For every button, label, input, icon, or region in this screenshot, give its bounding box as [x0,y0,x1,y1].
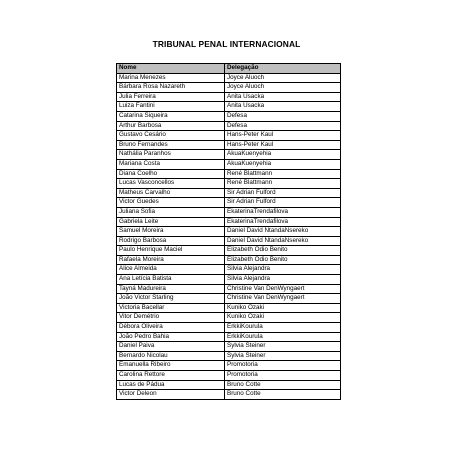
cell-delegation: Anita Usacka [225,102,341,112]
table-row [117,294,341,304]
cell-name: Lucas de Pádua [117,380,225,390]
cell-delegation: Christine Van DenWyngaert [225,284,341,294]
cell-delegation: Joyce Aluoch [225,83,341,93]
cell-name: Gabriela Leite [117,217,225,227]
table-row [117,255,341,265]
cell-name: Daniel Paiva [117,342,225,352]
cell-name: João Victor Starling [117,294,225,304]
delegation-table [116,63,341,400]
cell-name: Rafaela Moreira [117,255,225,265]
table-body [117,73,341,399]
cell-delegation: Promotoria [225,361,341,371]
cell-delegation: Kuniko Ozaki [225,313,341,323]
cell-delegation: Sylvia Steiner [225,342,341,352]
cell-name: Alice Almeida [117,265,225,275]
cell-name: Rodrigo Barbosa [117,236,225,246]
table-row [117,102,341,112]
cell-name: Nathália Paranhos [117,150,225,160]
table-row [117,150,341,160]
table-row [117,332,341,342]
cell-name: Vitor Demétrio [117,313,225,323]
cell-delegation: Sylvia Steiner [225,351,341,361]
table-row [117,371,341,381]
table-row [117,303,341,313]
cell-delegation: EkaterinaTrendafilova [225,217,341,227]
table-row [117,198,341,208]
cell-delegation: AkuaKuenyehia [225,150,341,160]
table-row [117,169,341,179]
table-row [117,323,341,333]
table-row [117,159,341,169]
cell-name: Carolina Rettore [117,371,225,381]
cell-delegation: Sir Adrian Fulford [225,198,341,208]
cell-delegation: Hans-Peter Kaul [225,140,341,150]
cell-delegation: Sir Adrian Fulford [225,188,341,198]
cell-name: Victor Guedes [117,198,225,208]
cell-delegation: Elizabeth Odio Benito [225,246,341,256]
cell-name: Ana Letícia Batista [117,275,225,285]
table-row [117,275,341,285]
table-row [117,179,341,189]
table-row [117,342,341,352]
cell-delegation: Bruno Cotte [225,380,341,390]
cell-name: Emanuella Ribeiro [117,361,225,371]
cell-delegation: Anita Usacka [225,92,341,102]
table-row [117,111,341,121]
cell-name: Marina Menezes [117,73,225,83]
table-row [117,265,341,275]
cell-delegation: Elizabeth Odio Benito [225,255,341,265]
cell-delegation: Defesa [225,121,341,131]
cell-name: João Pedro Bahia [117,332,225,342]
cell-delegation: Daniel David NtandaNsereko [225,227,341,237]
cell-name: Matheus Carvalho [117,188,225,198]
cell-delegation: René Blattmann [225,179,341,189]
cell-name: Bernardo Nicolau [117,351,225,361]
cell-delegation: René Blattmann [225,169,341,179]
cell-name: Lucas Vasconcellos [117,179,225,189]
table-row [117,188,341,198]
table-row [117,313,341,323]
table-row [117,121,341,131]
table-row [117,207,341,217]
cell-name: Catarina Siqueira [117,111,225,121]
document-title: TRIBUNAL PENAL INTERNACIONAL [152,39,301,49]
cell-delegation: Silvia Alejandra [225,275,341,285]
cell-name: Mariana Costa [117,159,225,169]
cell-name: Julia Ferreira [117,92,225,102]
cell-delegation: Promotoria [225,371,341,381]
cell-name: Luiza Fantini [117,102,225,112]
table-row [117,140,341,150]
cell-name: Samuel Moreira [117,227,225,237]
table-row [117,83,341,93]
cell-delegation: Joyce Aluoch [225,73,341,83]
cell-name: Arthur Barbosa [117,121,225,131]
cell-delegation: Silvia Alejandra [225,265,341,275]
table-row [117,380,341,390]
table-row [117,246,341,256]
cell-delegation: ErkkiKourula [225,323,341,333]
table-row [117,92,341,102]
table-row [117,131,341,141]
cell-name: Tayná Madureira [117,284,225,294]
cell-name: Bruno Fernandes [117,140,225,150]
cell-name: Victoria Bacellar [117,303,225,313]
table-row [117,227,341,237]
cell-name: Débora Oliveira [117,323,225,333]
cell-delegation: Daniel David NtandaNsereko [225,236,341,246]
table-row [117,217,341,227]
table-header-row [117,64,341,74]
cell-name: Bárbara Rosa Nazareth [117,83,225,93]
cell-name: Victor Deleon [117,390,225,400]
cell-delegation: Hans-Peter Kaul [225,131,341,141]
cell-delegation: Defesa [225,111,341,121]
table-row [117,236,341,246]
cell-name: Juliana Sofia [117,207,225,217]
column-header-name: Nome [117,64,225,74]
cell-delegation: AkuaKuenyehia [225,159,341,169]
table-row [117,73,341,83]
cell-name: Diana Coelho [117,169,225,179]
table-row [117,284,341,294]
cell-name: Gustavo Cesário [117,131,225,141]
table-row [117,351,341,361]
cell-delegation: ErkkiKourula [225,332,341,342]
table-row [117,390,341,400]
column-header-delegation: Delegação [225,64,341,74]
cell-delegation: Bruno Cotte [225,390,341,400]
cell-delegation: Kuniko Ozaki [225,303,341,313]
cell-delegation: Christine Van DenWyngaert [225,294,341,304]
table-row [117,361,341,371]
cell-delegation: EkaterinaTrendafilova [225,207,341,217]
table-header [117,64,341,74]
cell-name: Paulo Henrique Maciel [117,246,225,256]
